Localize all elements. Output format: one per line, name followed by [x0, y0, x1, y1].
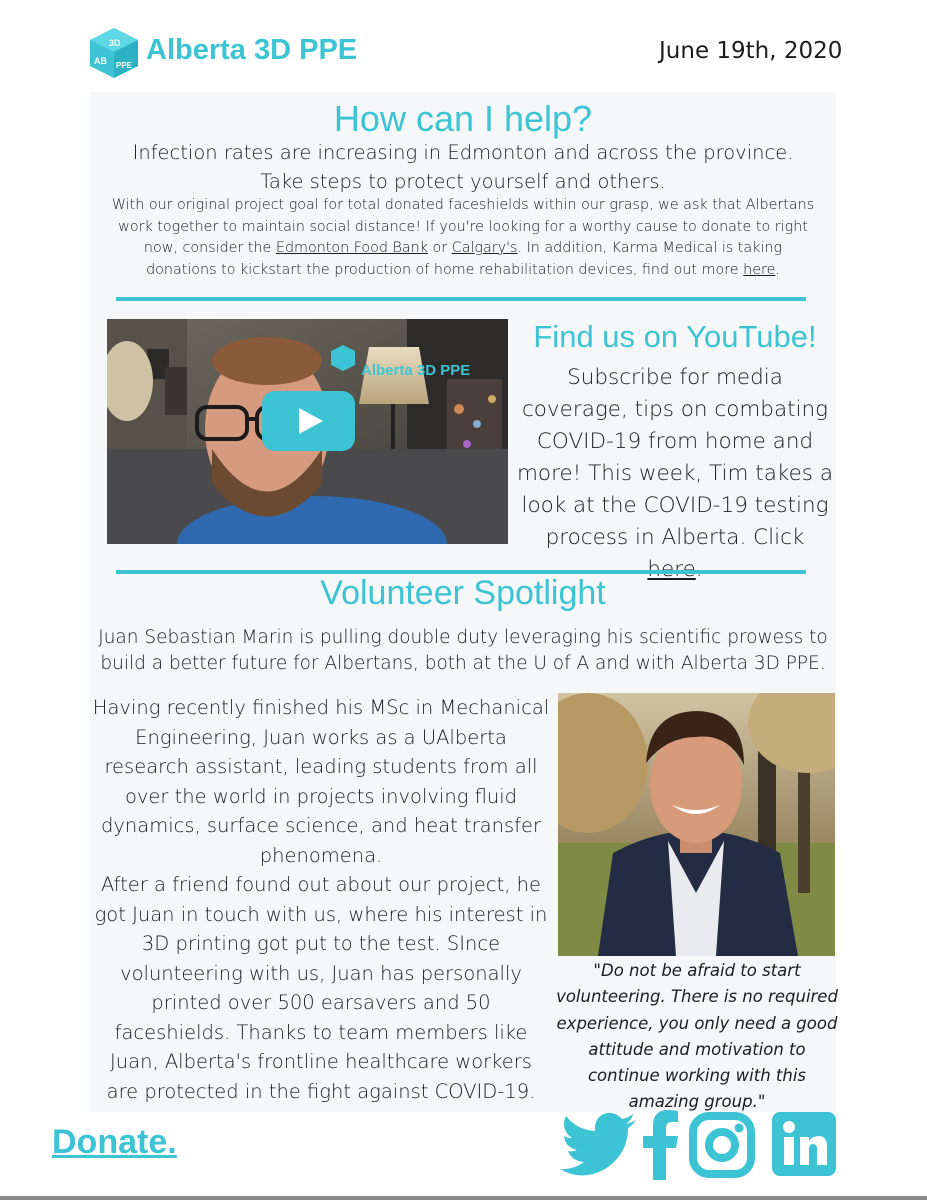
help-body-text-3: . In addition, Karma Medical is taking donations to kickstart the production of home rehabilitation devices, find out more [146, 240, 783, 278]
calgary-food-bank-link[interactable]: Calgary's [451, 240, 518, 256]
help-body-text-2: or [428, 240, 452, 256]
spotlight-bio [92, 693, 550, 1106]
help-body [108, 195, 818, 281]
brand-logo[interactable] [88, 26, 140, 80]
twitter-icon[interactable] [560, 1112, 638, 1178]
youtube-body-text: Subscribe for media coverage, tips on combating COVID-19 from home and more! This week, Tim takes a look at the COVID-19 testing process in Alberta. Click [516, 365, 834, 550]
volunteer-photo [558, 693, 835, 956]
portrait-image [558, 693, 835, 956]
youtube-video-thumbnail[interactable] [107, 319, 508, 544]
svg-text:3D: 3D [109, 38, 121, 48]
facebook-icon[interactable] [642, 1110, 680, 1180]
brand-name: Alberta 3D PPE [146, 34, 358, 66]
youtube-title: Find us on YouTube! [533, 319, 817, 354]
help-title: How can I help? [333, 98, 593, 139]
edmonton-food-bank-link[interactable]: Edmonton Food Bank [275, 240, 428, 256]
linkedin-icon[interactable] [772, 1112, 836, 1176]
svg-text:PPE: PPE [116, 61, 133, 70]
spotlight-paragraph-2: After a friend found out about our project, he got Juan in touch with us, where his interest in 3D printing got put to the test. SInce volunteering with us, Juan has personally printed over 500 earsavers and 50 faceshields. Thanks to team members like Juan, Alberta's frontline healthcare workers are protected in the fight against COVID-19. [94, 873, 548, 1103]
cube-logo-icon [88, 26, 140, 80]
video-overlay-brand: Alberta 3D PPE [361, 362, 471, 379]
issue-date: June 19th, 2020 [659, 38, 843, 64]
spotlight-title: Volunteer Spotlight [320, 574, 606, 612]
youtube-body [516, 362, 834, 586]
instagram-icon[interactable] [689, 1112, 755, 1178]
video-still-image [107, 319, 508, 544]
help-body-text-4: . [775, 261, 780, 278]
section-divider [116, 297, 806, 301]
karma-medical-link[interactable]: here [743, 261, 776, 278]
help-body-text-1: With our original project goal for total donated faceshields within our grasp, we ask that Albertans work together to maintain social distance! If you're looking for a worthy cause to donate to right now, consider the [111, 197, 815, 256]
donate-link[interactable]: Donate. [52, 1123, 177, 1161]
svg-text:AB: AB [94, 56, 107, 66]
spotlight-paragraph-1: Having recently finished his MSc in Mechanical Engineering, Juan works as a UAlberta research assistant, leading students from all over the world in projects involving fluid dynamics, surface science, and heat transfer phenomena. [92, 696, 550, 867]
volunteer-quote: "Do not be afraid to start volunteering. There is no required experience, you only need a good attitude and motivation to continue working with this amazing group." [556, 961, 838, 1112]
bottom-border [0, 1196, 927, 1200]
help-lead: Infection rates are increasing in Edmonton and across the province. Take steps to protect yourself and others. [132, 141, 794, 193]
spotlight-intro: Juan Sebastian Marin is pulling double duty leveraging his scientific prowess to build a better future for Albertans, both at the U of A and with Alberta 3D PPE. [98, 627, 828, 674]
